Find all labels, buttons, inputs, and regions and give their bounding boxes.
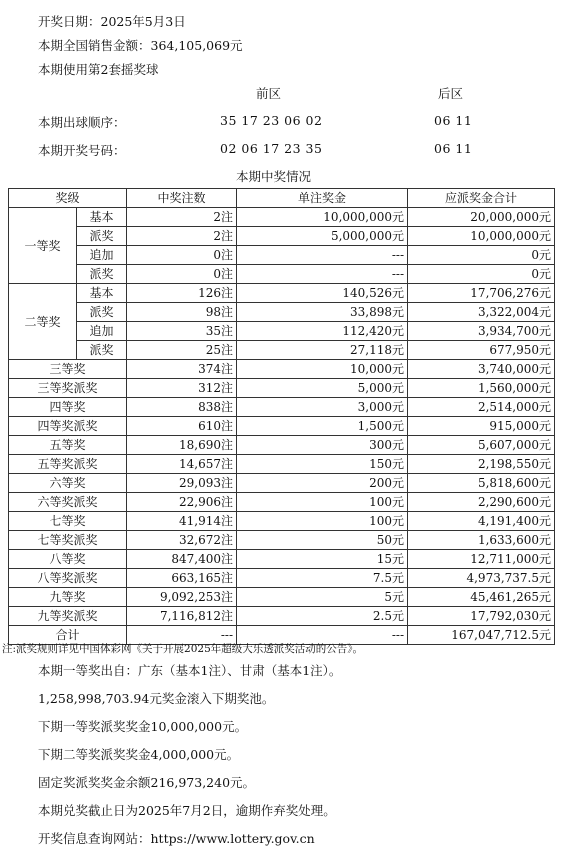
winner-count: 22,906注 <box>127 493 237 512</box>
footer-line: 1,258,998,703.94元奖金滚入下期奖池。 <box>38 691 275 706</box>
winner-count: 838注 <box>127 398 237 417</box>
winner-count: 0注 <box>127 265 237 284</box>
table-row <box>9 607 555 626</box>
unit-prize: 5元 <box>237 588 408 607</box>
table-row <box>9 455 555 474</box>
winner-count: 0注 <box>127 246 237 265</box>
unit-prize: 200元 <box>237 474 408 493</box>
unit-prize: 112,420元 <box>237 322 408 341</box>
total-prize: 0元 <box>408 246 555 265</box>
table-row <box>9 341 555 360</box>
unit-prize: 150元 <box>237 455 408 474</box>
prize-subtype: 追加 <box>77 322 127 341</box>
total-prize: 45,461,265元 <box>408 588 555 607</box>
front-zone-label: 前区 <box>256 86 282 101</box>
total-prize: 4,973,737.5元 <box>408 569 555 588</box>
total-prize: 3,934,700元 <box>408 322 555 341</box>
table-row <box>9 360 555 379</box>
winner-count: 32,672注 <box>127 531 237 550</box>
total-prize: 17,792,030元 <box>408 607 555 626</box>
unit-prize: 5,000元 <box>237 379 408 398</box>
table-row <box>9 284 555 303</box>
section-title: 本期中奖情况 <box>236 169 312 184</box>
footer-website: 开奖信息查询网站：https://www.lottery.gov.cn <box>38 831 315 846</box>
table-row <box>9 569 555 588</box>
winning-back-numbers: 06 11 <box>434 141 473 156</box>
total-prize: 2,198,550元 <box>408 455 555 474</box>
prize-group-name: 一等奖 <box>9 208 77 284</box>
unit-prize: 15元 <box>237 550 408 569</box>
prize-level: 七等奖派奖 <box>9 531 127 550</box>
prize-level: 八等奖派奖 <box>9 569 127 588</box>
total-prize: 167,047,712.5元 <box>408 626 555 645</box>
total-prize: 4,191,400元 <box>408 512 555 531</box>
table-row <box>9 227 555 246</box>
unit-prize: 10,000元 <box>237 360 408 379</box>
unit-prize: 27,118元 <box>237 341 408 360</box>
total-prize: 2,514,000元 <box>408 398 555 417</box>
total-prize: 1,633,600元 <box>408 531 555 550</box>
table-row <box>9 512 555 531</box>
winner-count: 29,093注 <box>127 474 237 493</box>
unit-prize: 10,000,000元 <box>237 208 408 227</box>
prize-group-name: 二等奖 <box>9 284 77 360</box>
table-row <box>9 474 555 493</box>
unit-prize: 50元 <box>237 531 408 550</box>
sales-amount: 本期全国销售金额：364,105,069元 <box>38 38 243 53</box>
winner-count: 18,690注 <box>127 436 237 455</box>
prize-level: 九等奖派奖 <box>9 607 127 626</box>
footer-line: 下期二等奖派奖奖金4,000,000元。 <box>38 747 240 762</box>
unit-prize: 140,526元 <box>237 284 408 303</box>
unit-prize: 5,000,000元 <box>237 227 408 246</box>
table-header-row <box>9 189 555 208</box>
winning-front-numbers: 02 06 17 23 35 <box>220 141 323 156</box>
total-prize: 1,560,000元 <box>408 379 555 398</box>
order-label: 本期出球顺序： <box>38 115 126 130</box>
winner-count: 98注 <box>127 303 237 322</box>
table-row <box>9 246 555 265</box>
winner-count: 312注 <box>127 379 237 398</box>
winner-count: 25注 <box>127 341 237 360</box>
back-zone-label: 后区 <box>438 86 464 101</box>
winner-count: 2注 <box>127 227 237 246</box>
prize-level: 四等奖派奖 <box>9 417 127 436</box>
unit-prize: 100元 <box>237 512 408 531</box>
prize-subtype: 派奖 <box>77 265 127 284</box>
prize-subtype: 派奖 <box>77 303 127 322</box>
winner-count: 847,400注 <box>127 550 237 569</box>
total-prize: 17,706,276元 <box>408 284 555 303</box>
table-row <box>9 531 555 550</box>
header-count: 中奖注数 <box>127 189 237 208</box>
footer-line: 本期一等奖出自：广东（基本1注）、甘肃（基本1注）。 <box>38 663 342 678</box>
order-back-numbers: 06 11 <box>434 113 473 128</box>
header-level: 奖级 <box>9 189 127 208</box>
total-prize: 5,818,600元 <box>408 474 555 493</box>
table-row <box>9 398 555 417</box>
total-prize: 3,740,000元 <box>408 360 555 379</box>
table-row <box>9 550 555 569</box>
total-prize: 915,000元 <box>408 417 555 436</box>
total-prize: 0元 <box>408 265 555 284</box>
footer-line: 固定奖派奖奖金余额216,973,240元。 <box>38 775 256 790</box>
unit-prize: 100元 <box>237 493 408 512</box>
unit-prize: 300元 <box>237 436 408 455</box>
prize-level: 三等奖 <box>9 360 127 379</box>
prize-level: 七等奖 <box>9 512 127 531</box>
winner-count: 14,657注 <box>127 455 237 474</box>
total-prize: 2,290,600元 <box>408 493 555 512</box>
prize-subtype: 基本 <box>77 208 127 227</box>
draw-date: 开奖日期：2025年5月3日 <box>38 14 186 29</box>
table-row <box>9 379 555 398</box>
table-row <box>9 303 555 322</box>
total-prize: 5,607,000元 <box>408 436 555 455</box>
total-prize: 20,000,000元 <box>408 208 555 227</box>
header-unit-prize: 单注奖金 <box>237 189 408 208</box>
winner-count: 374注 <box>127 360 237 379</box>
footer-line: 下期一等奖派奖奖金10,000,000元。 <box>38 719 248 734</box>
unit-prize: 33,898元 <box>237 303 408 322</box>
winner-count: 41,914注 <box>127 512 237 531</box>
total-prize: 12,711,000元 <box>408 550 555 569</box>
prize-subtype: 派奖 <box>77 341 127 360</box>
footnote: 注:派奖规则详见中国体彩网《关于开展2025年超级大乐透派奖活动的公告》。 <box>2 643 364 655</box>
prize-table <box>8 188 555 645</box>
total-prize: 3,322,004元 <box>408 303 555 322</box>
number-label: 本期开奖号码： <box>38 143 126 158</box>
ball-set: 本期使用第2套摇奖球 <box>38 62 159 77</box>
winner-count: 7,116,812注 <box>127 607 237 626</box>
table-row <box>9 208 555 227</box>
prize-level: 九等奖 <box>9 588 127 607</box>
prize-subtype: 基本 <box>77 284 127 303</box>
unit-prize: --- <box>237 626 408 645</box>
table-row <box>9 493 555 512</box>
table-row <box>9 417 555 436</box>
winner-count: 2注 <box>127 208 237 227</box>
unit-prize: --- <box>237 265 408 284</box>
winner-count: 663,165注 <box>127 569 237 588</box>
prize-level: 三等奖派奖 <box>9 379 127 398</box>
unit-prize: 7.5元 <box>237 569 408 588</box>
total-prize: 677,950元 <box>408 341 555 360</box>
header-total: 应派奖金合计 <box>408 189 555 208</box>
prize-level: 四等奖 <box>9 398 127 417</box>
winner-count: 9,092,253注 <box>127 588 237 607</box>
prize-subtype: 派奖 <box>77 227 127 246</box>
order-front-numbers: 35 17 23 06 02 <box>220 113 323 128</box>
total-prize: 10,000,000元 <box>408 227 555 246</box>
footer-line: 本期兑奖截止日为2025年7月2日，逾期作弃奖处理。 <box>38 803 336 818</box>
unit-prize: 3,000元 <box>237 398 408 417</box>
table-row <box>9 322 555 341</box>
winner-count: 126注 <box>127 284 237 303</box>
table-row <box>9 265 555 284</box>
prize-subtype: 追加 <box>77 246 127 265</box>
table-row <box>9 588 555 607</box>
winner-count: 35注 <box>127 322 237 341</box>
table-row <box>9 436 555 455</box>
unit-prize: --- <box>237 246 408 265</box>
prize-level: 合计 <box>9 626 127 645</box>
prize-level: 五等奖 <box>9 436 127 455</box>
winner-count: --- <box>127 626 237 645</box>
prize-level: 八等奖 <box>9 550 127 569</box>
unit-prize: 1,500元 <box>237 417 408 436</box>
prize-level: 六等奖派奖 <box>9 493 127 512</box>
unit-prize: 2.5元 <box>237 607 408 626</box>
prize-level: 五等奖派奖 <box>9 455 127 474</box>
prize-level: 六等奖 <box>9 474 127 493</box>
winner-count: 610注 <box>127 417 237 436</box>
